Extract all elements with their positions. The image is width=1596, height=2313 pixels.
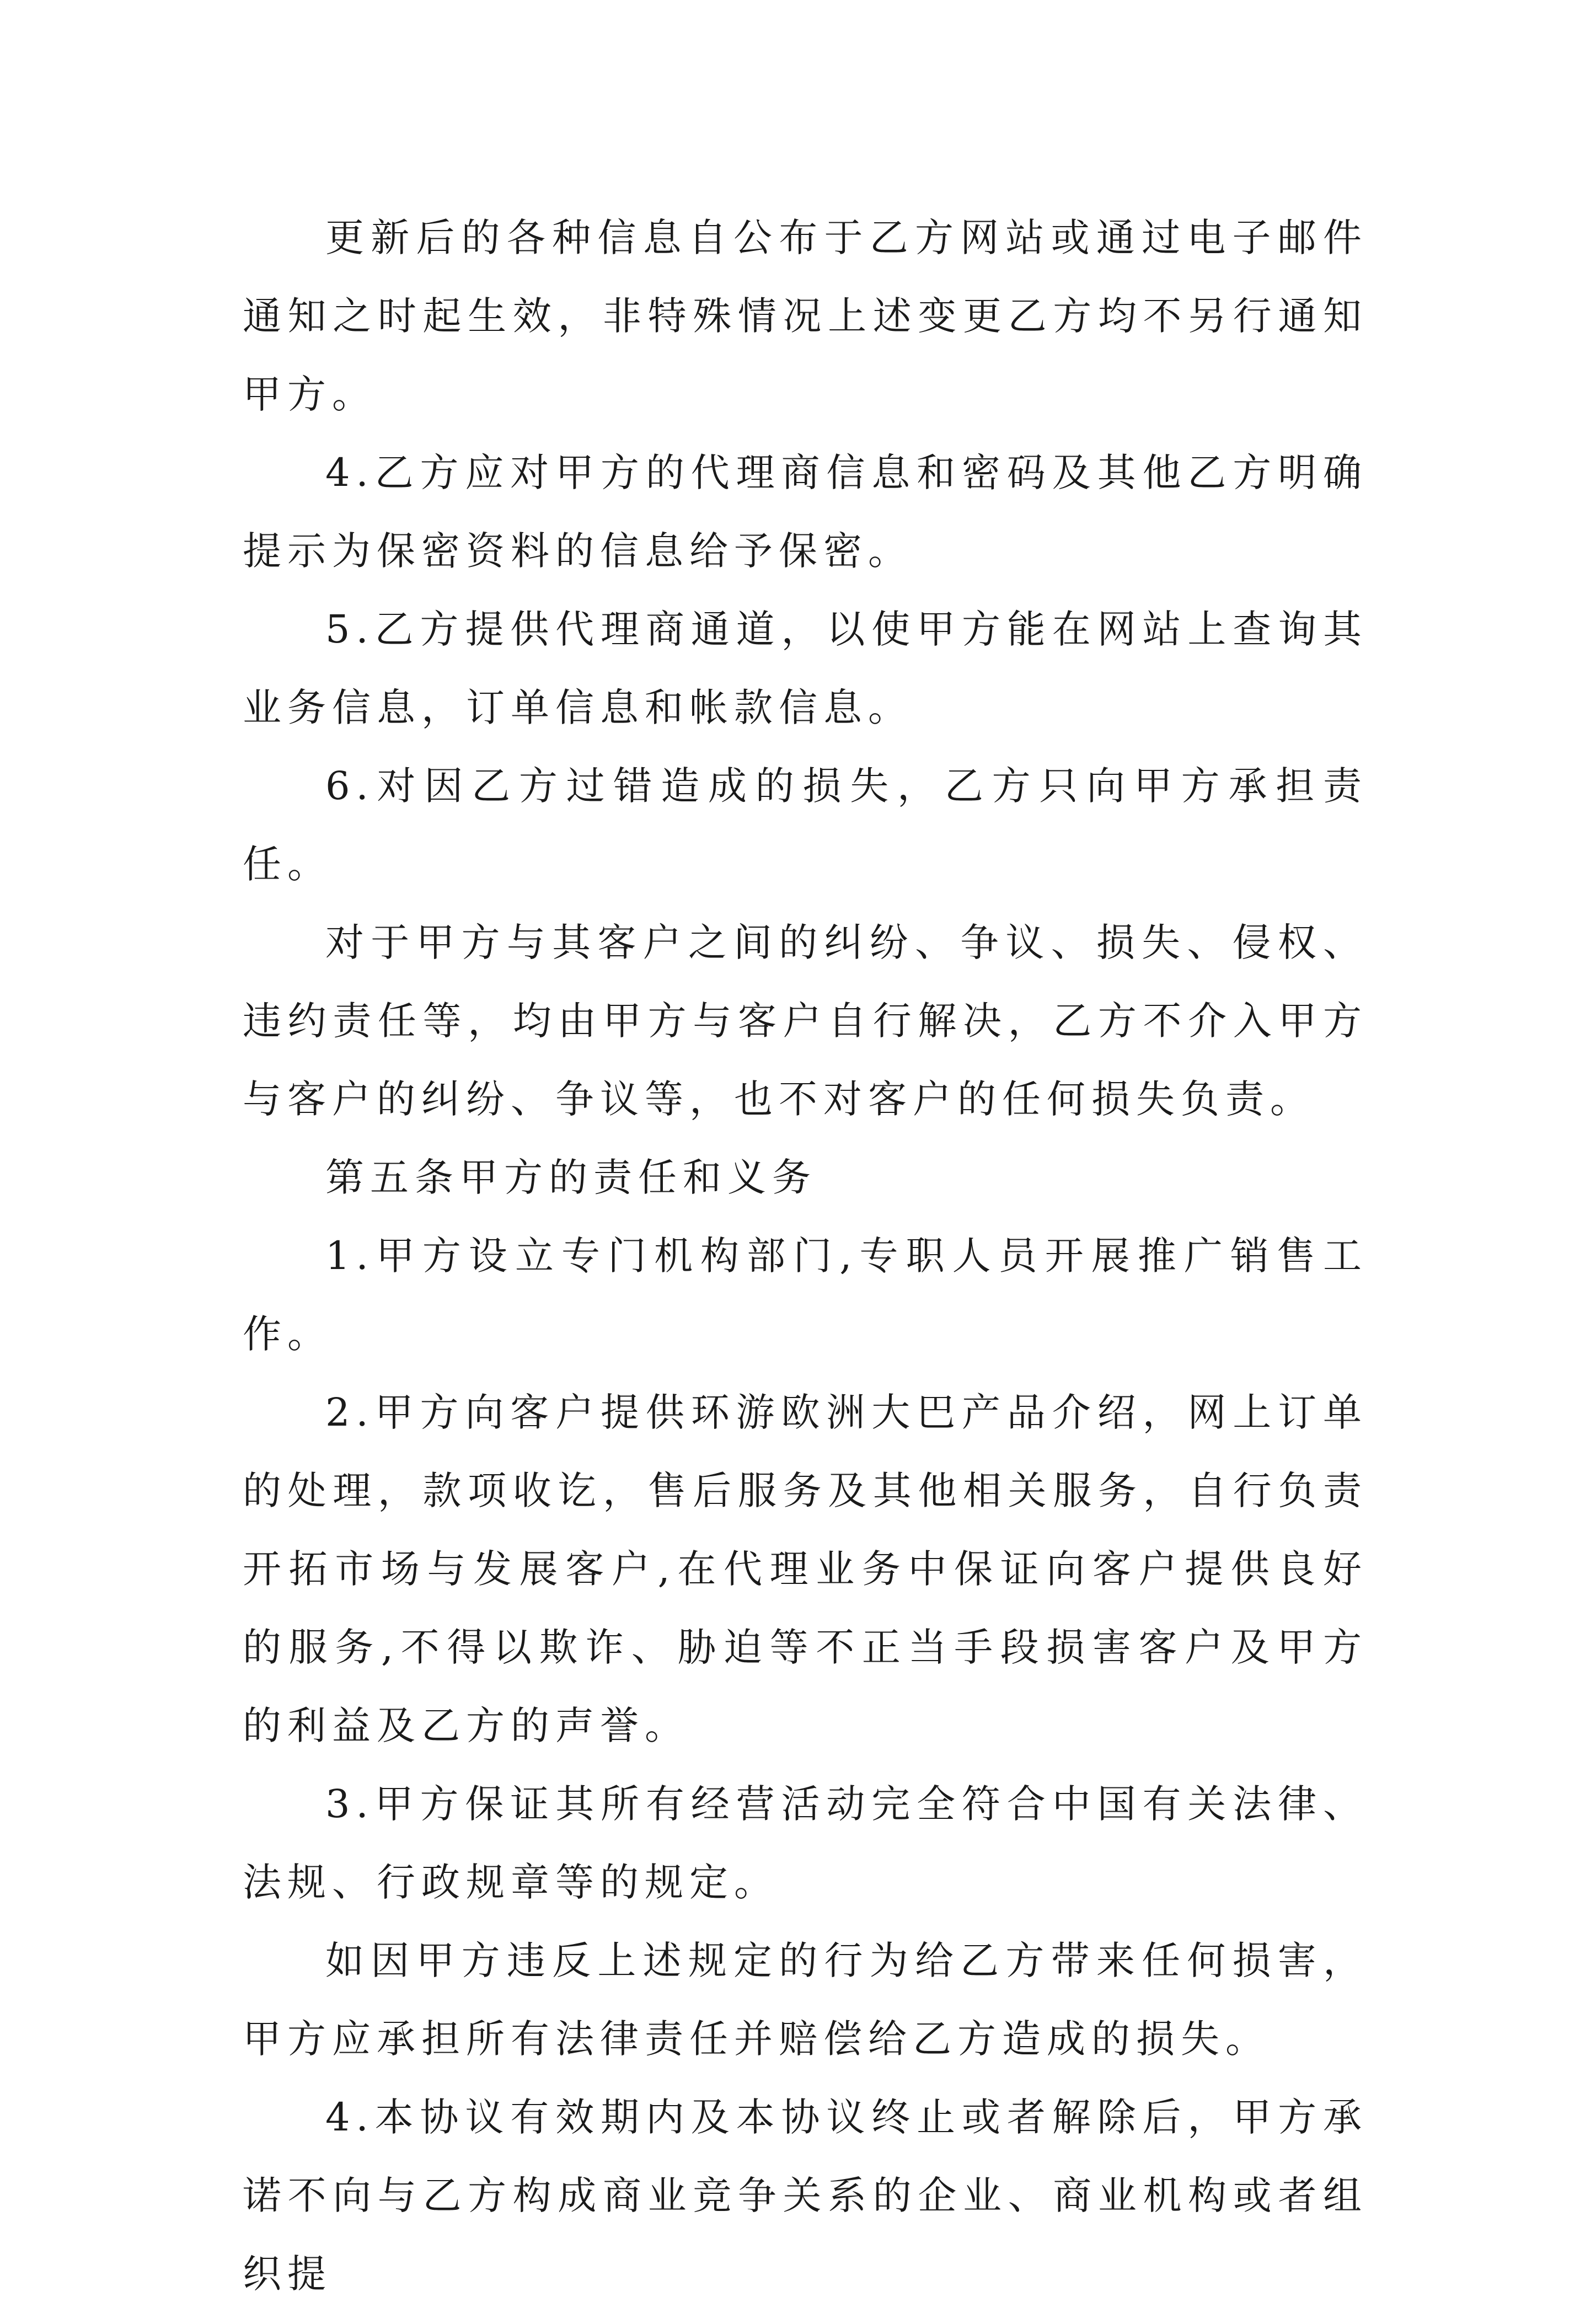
- paragraph-party-a-clause-2: 2.甲方向客户提供环游欧洲大巴产品介绍，网上订单的处理，款项收讫，售后服务及其他相关服务，自行负责开拓市场与发展客户,在代理业务中保证向客户提供良好的服务,不得以欺诈、胁迫等不正当手段损害客户及甲方的利益及乙方的声誉。: [243, 1390, 1368, 1748]
- paragraph-clause-6-liability: 6.对因乙方过错造成的损失，乙方只向甲方承担责任。: [243, 763, 1368, 887]
- paragraph-party-a-clause-3: 3.甲方保证其所有经营活动完全符合中国有关法律、法规、行政规章等的规定。: [243, 1781, 1368, 1905]
- section-heading-article-5: 第五条甲方的责任和义务: [325, 1155, 817, 1200]
- paragraph-clause-4-confidentiality: 4.乙方应对甲方的代理商信息和密码及其他乙方明确提示为保密资料的信息给予保密。: [243, 450, 1368, 574]
- paragraph-party-a-clause-4: 4.本协议有效期内及本协议终止或者解除后，甲方承诺不向与乙方构成商业竞争关系的企业、商业机构或者组织提: [243, 2095, 1368, 2296]
- document-body: [243, 199, 1368, 2313]
- paragraph-customer-disputes: 对于甲方与其客户之间的纠纷、争议、损失、侵权、违约责任等，均由甲方与客户自行解决，乙方不介入甲方与客户的纠纷、争议等，也不对客户的任何损失负责。: [243, 920, 1368, 1122]
- paragraph-violation-liability: 如因甲方违反上述规定的行为给乙方带来任何损害，甲方应承担所有法律责任并赔偿给乙方造成的损失。: [243, 1938, 1368, 2062]
- paragraph-info-update: 更新后的各种信息自公布于乙方网站或通过电子邮件通知之时起生效，非特殊情况上述变更乙方均不另行通知甲方。: [243, 215, 1368, 417]
- paragraph-clause-5-agent-channel: 5.乙方提供代理商通道，以使甲方能在网站上查询其业务信息，订单信息和帐款信息。: [243, 607, 1368, 730]
- paragraph-party-a-clause-1: 1.甲方设立专门机构部门,专职人员开展推广销售工作。: [243, 1233, 1368, 1357]
